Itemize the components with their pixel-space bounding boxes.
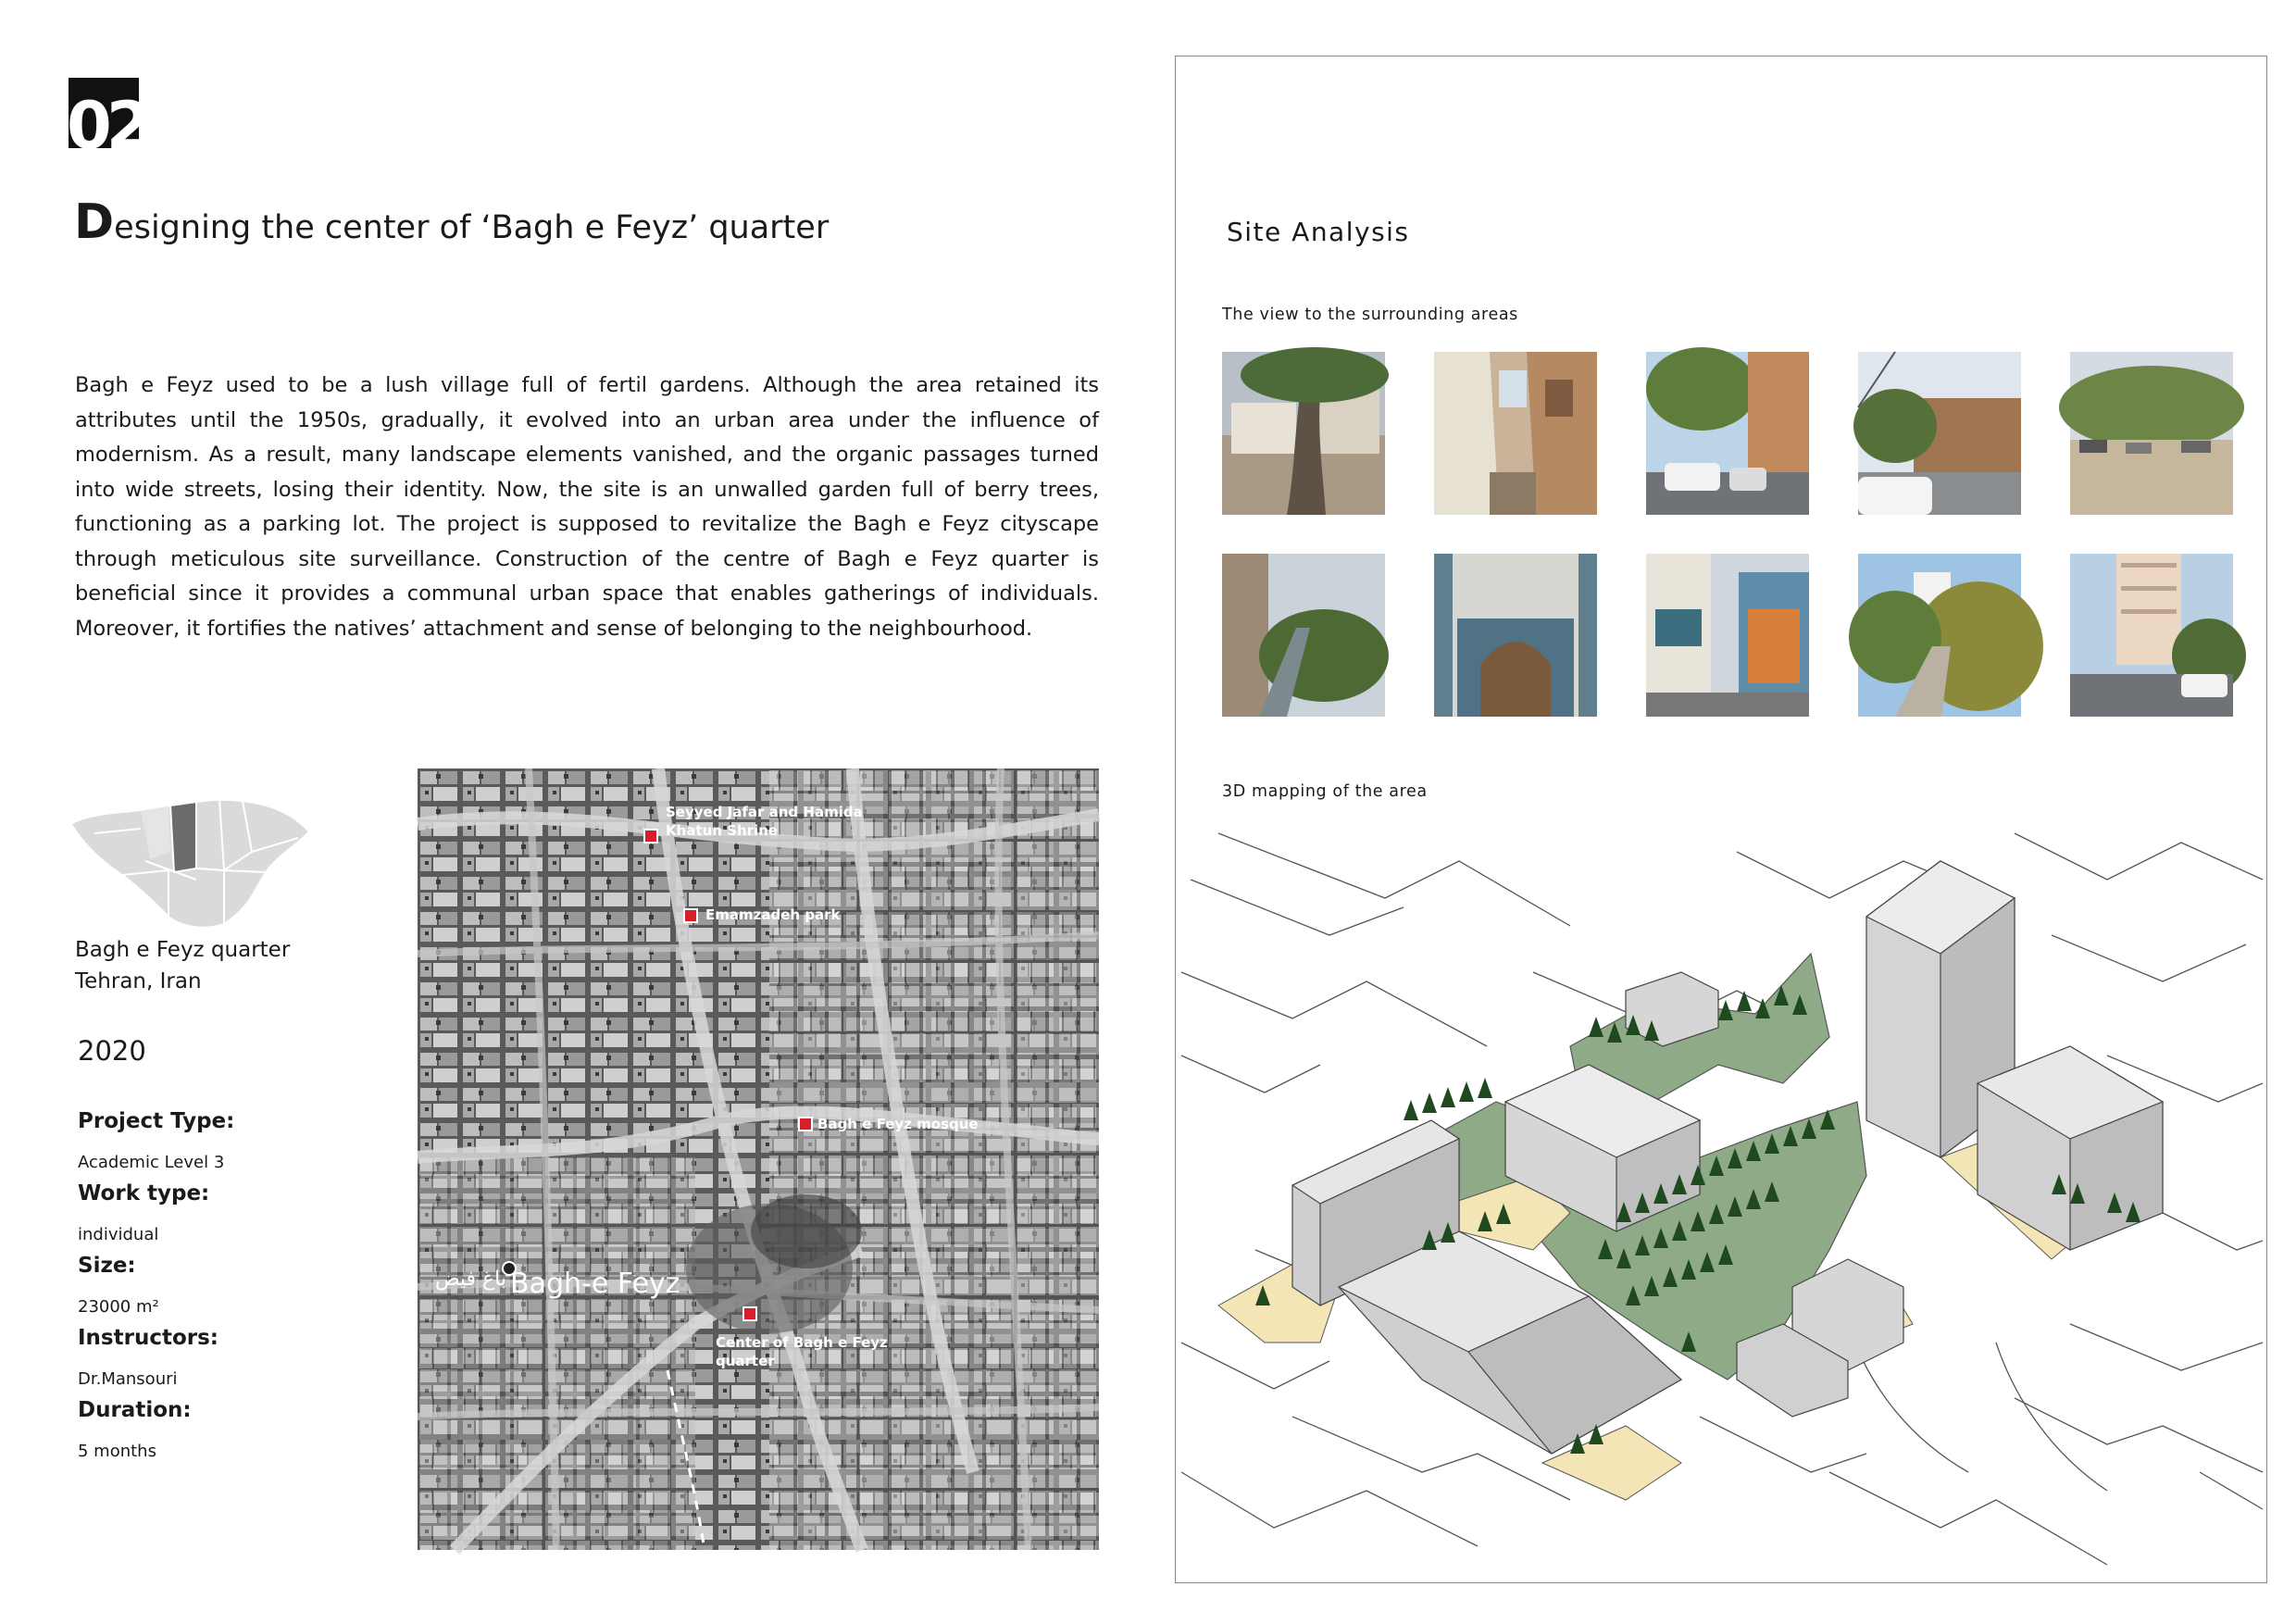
spec-value-work-type: individual bbox=[78, 1225, 159, 1244]
views-subtitle: The view to the surrounding areas bbox=[1222, 306, 1518, 324]
marker-park bbox=[684, 909, 697, 922]
mapping-subtitle: 3D mapping of the area bbox=[1222, 782, 1428, 801]
intro-paragraph: Bagh e Feyz used to be a lush village full of fertil gardens. Although the area retained its attributes until the 1950s, gradually, it evolved into an urban area under the influence of modernism. As a result, many landscape elements vanished, and the organic passages turned into wide streets, losing their identity. Now, the site is an unwalled garden full of berry trees, functioning as a parking lot. The project is supposed to revitalize the Bagh e Feyz cityscape through meticulous site surveillance. Construction of the centre of Bagh e Feyz quarter is beneficial since it provides a communal urban space that enables gatherings of individuals. Moreover, it fortifies the natives’ attachment and sense of belonging to the neighbourhood. bbox=[75, 373, 1099, 641]
spec-label-instructors: Instructors: bbox=[78, 1326, 218, 1350]
label-shrine-line1: Seyyed Jafar and Hamida bbox=[666, 804, 863, 820]
label-park: Emamzadeh park bbox=[705, 906, 841, 923]
site-photo-6 bbox=[1222, 554, 1385, 717]
spec-value-project-type: Academic Level 3 bbox=[78, 1153, 225, 1172]
spec-value-size: 23000 m² bbox=[78, 1297, 159, 1317]
spec-value-duration: 5 months bbox=[78, 1442, 156, 1461]
label-mosque: Bagh e Feyz mosque bbox=[817, 1116, 979, 1132]
project-year: 2020 bbox=[78, 1035, 146, 1067]
label-center-line2: quarter bbox=[716, 1353, 775, 1369]
location-city: Tehran, Iran bbox=[75, 969, 202, 993]
place-name-local: باغ فیض bbox=[434, 1268, 506, 1291]
title-initial: D bbox=[74, 194, 115, 250]
marker-shrine bbox=[644, 830, 657, 843]
spec-label-size: Size: bbox=[78, 1254, 136, 1278]
3d-site-model bbox=[1181, 824, 2263, 1580]
page-title bbox=[74, 194, 829, 250]
site-photo-9 bbox=[1858, 554, 2021, 717]
label-shrine-line2: Khatun Shrine bbox=[666, 822, 779, 839]
label-center-line1: Center of Bagh e Feyz bbox=[716, 1334, 888, 1351]
site-photo-4 bbox=[1858, 352, 2021, 515]
tehran-district-map bbox=[67, 787, 317, 935]
title-text: esigning the center of ‘Bagh e Feyz’ quarter bbox=[114, 209, 830, 246]
site-photo-2 bbox=[1434, 352, 1597, 515]
site-analysis-title: Site Analysis bbox=[1227, 217, 1410, 247]
site-photo-7 bbox=[1434, 554, 1597, 717]
page-number: 02 bbox=[67, 88, 146, 164]
location-quarter: Bagh e Feyz quarter bbox=[75, 938, 291, 962]
site-photo-5 bbox=[2070, 352, 2233, 515]
spec-value-instructors: Dr.Mansouri bbox=[78, 1369, 178, 1389]
site-photo-3 bbox=[1646, 352, 1809, 515]
marker-mosque bbox=[799, 1118, 812, 1131]
place-name: Bagh-e Feyz bbox=[510, 1268, 680, 1300]
site-photo-8 bbox=[1646, 554, 1809, 717]
site-photo-10 bbox=[2070, 554, 2233, 717]
aerial-map bbox=[418, 768, 1099, 1550]
site-photo-1 bbox=[1222, 352, 1385, 515]
page-number-badge bbox=[67, 78, 146, 164]
highlighted-district bbox=[170, 802, 196, 872]
marker-center bbox=[743, 1307, 756, 1320]
spec-label-duration: Duration: bbox=[78, 1398, 192, 1422]
spec-label-work-type: Work type: bbox=[78, 1181, 210, 1206]
spec-label-project-type: Project Type: bbox=[78, 1109, 235, 1133]
